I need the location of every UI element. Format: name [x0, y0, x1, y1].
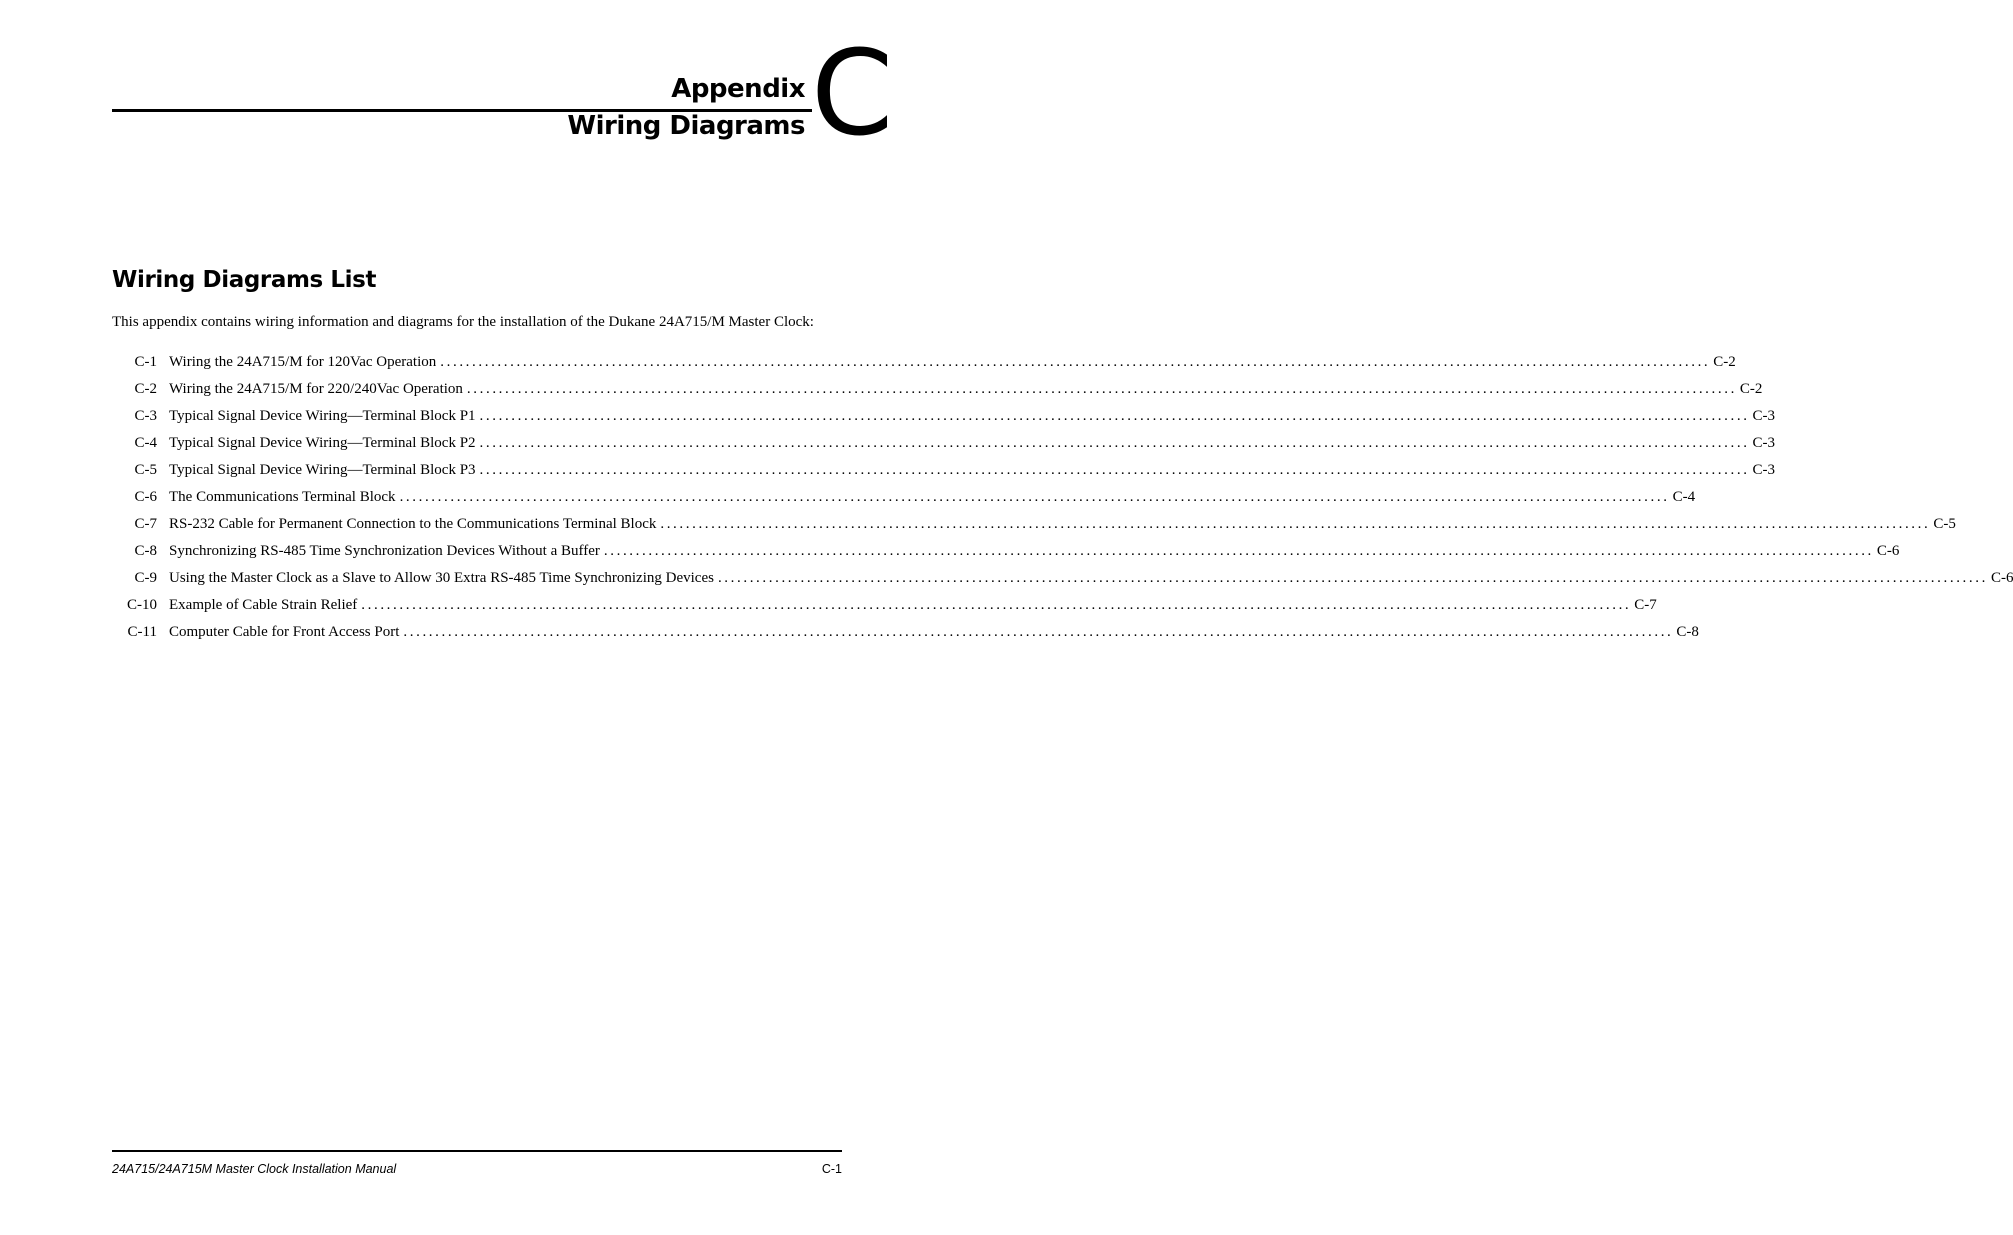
toc-entry[interactable] — [112, 352, 1736, 379]
toc-dot-leader: ........................................................................................................................................................................................................ — [479, 435, 1750, 451]
toc-entry[interactable] — [112, 595, 1657, 622]
toc-entry-title: Example of Cable Strain Relief — [169, 597, 358, 613]
toc-entry-page: C-3 — [1752, 435, 1776, 451]
toc-entry[interactable] — [112, 487, 1696, 514]
toc-entry-page: C-7 — [1634, 597, 1657, 613]
toc-entry-page: C-5 — [1933, 516, 1956, 532]
toc-entry-title: Wiring the 24A715/M for 120Vac Operation — [169, 354, 437, 370]
toc-entry-number: C-3 — [134, 408, 157, 424]
toc-dot-leader: ........................................................................................................................................................................................................ — [717, 570, 1988, 586]
section-title: Wiring Diagrams List — [112, 267, 377, 293]
toc-entry[interactable] — [112, 622, 1699, 649]
toc-entry-title: Using the Master Clock as a Slave to Allow 30 Extra RS-485 Time Synchronizing Devices — [169, 570, 714, 586]
toc-dot-leader: ........................................................................................................................................................................................................ — [479, 462, 1750, 478]
toc-entry-page: C-8 — [1676, 624, 1699, 640]
toc-entry-number: C-8 — [134, 543, 157, 559]
toc-entry-number: C-7 — [134, 516, 157, 532]
toc-dot-leader: ........................................................................................................................................................................................................ — [399, 489, 1670, 505]
toc-entry[interactable] — [112, 541, 1900, 568]
toc-entry-page: C-2 — [1713, 354, 1736, 370]
toc-dot-leader: ........................................................................................................................................................................................................ — [361, 597, 1632, 613]
toc-entry-number: C-6 — [134, 489, 157, 505]
footer-page-number: C-1 — [821, 1162, 842, 1176]
toc-entry-number: C-11 — [127, 624, 157, 640]
figure-list — [112, 352, 2013, 649]
toc-entry-page: C-3 — [1752, 408, 1776, 424]
toc-entry-title: Computer Cable for Front Access Port — [169, 624, 400, 640]
toc-entry-page: C-3 — [1752, 462, 1776, 478]
toc-entry-number: C-9 — [134, 570, 157, 586]
toc-entry-page: C-4 — [1672, 489, 1696, 505]
toc-entry[interactable] — [112, 406, 1776, 433]
toc-entry[interactable] — [112, 460, 1776, 487]
toc-entry-title: RS-232 Cable for Permanent Connection to the Communications Terminal Block — [169, 516, 657, 532]
toc-dot-leader: ........................................................................................................................................................................................................ — [466, 381, 1737, 397]
toc-entry[interactable] — [112, 514, 1956, 541]
toc-entry-page: C-6 — [1876, 543, 1900, 559]
chapter-title: Wiring Diagrams — [567, 111, 805, 141]
toc-entry-number: C-10 — [127, 597, 157, 613]
toc-entry-page: C-2 — [1739, 381, 1763, 397]
toc-dot-leader: ........................................................................................................................................................................................................ — [603, 543, 1874, 559]
toc-entry-number: C-2 — [134, 381, 157, 397]
toc-entry-title: Typical Signal Device Wiring—Terminal Block P3 — [169, 462, 476, 478]
toc-entry-title: The Communications Terminal Block — [169, 489, 396, 505]
chapter-letter: C — [811, 24, 894, 162]
toc-entry-number: C-1 — [134, 354, 157, 370]
toc-entry-number: C-4 — [134, 435, 157, 451]
toc-entry-title: Typical Signal Device Wiring—Terminal Block P2 — [169, 435, 476, 451]
toc-entry-number: C-5 — [134, 462, 157, 478]
toc-entry-title: Wiring the 24A715/M for 220/240Vac Operation — [169, 381, 463, 397]
toc-entry-title: Synchronizing RS-485 Time Synchronization Devices Without a Buffer — [169, 543, 600, 559]
intro-paragraph: This appendix contains wiring information and diagrams for the installation of the Dukane 24A715/M Master Clock: — [112, 314, 814, 330]
toc-entry[interactable] — [112, 568, 2013, 595]
toc-dot-leader: ........................................................................................................................................................................................................ — [440, 354, 1711, 370]
toc-dot-leader: ........................................................................................................................................................................................................ — [403, 624, 1674, 640]
appendix-label: Appendix — [671, 74, 805, 104]
toc-entry[interactable] — [112, 433, 1776, 460]
toc-entry[interactable] — [112, 379, 1763, 406]
footer-rule — [112, 1150, 842, 1152]
toc-entry-title: Typical Signal Device Wiring—Terminal Block P1 — [169, 408, 476, 424]
footer-manual-title: 24A715/24A715M Master Clock Installation Manual — [112, 1162, 397, 1176]
toc-dot-leader: ........................................................................................................................................................................................................ — [479, 408, 1750, 424]
chapter-header — [0, 0, 954, 160]
toc-dot-leader: ........................................................................................................................................................................................................ — [660, 516, 1931, 532]
toc-entry-page: C-6 — [1990, 570, 2013, 586]
